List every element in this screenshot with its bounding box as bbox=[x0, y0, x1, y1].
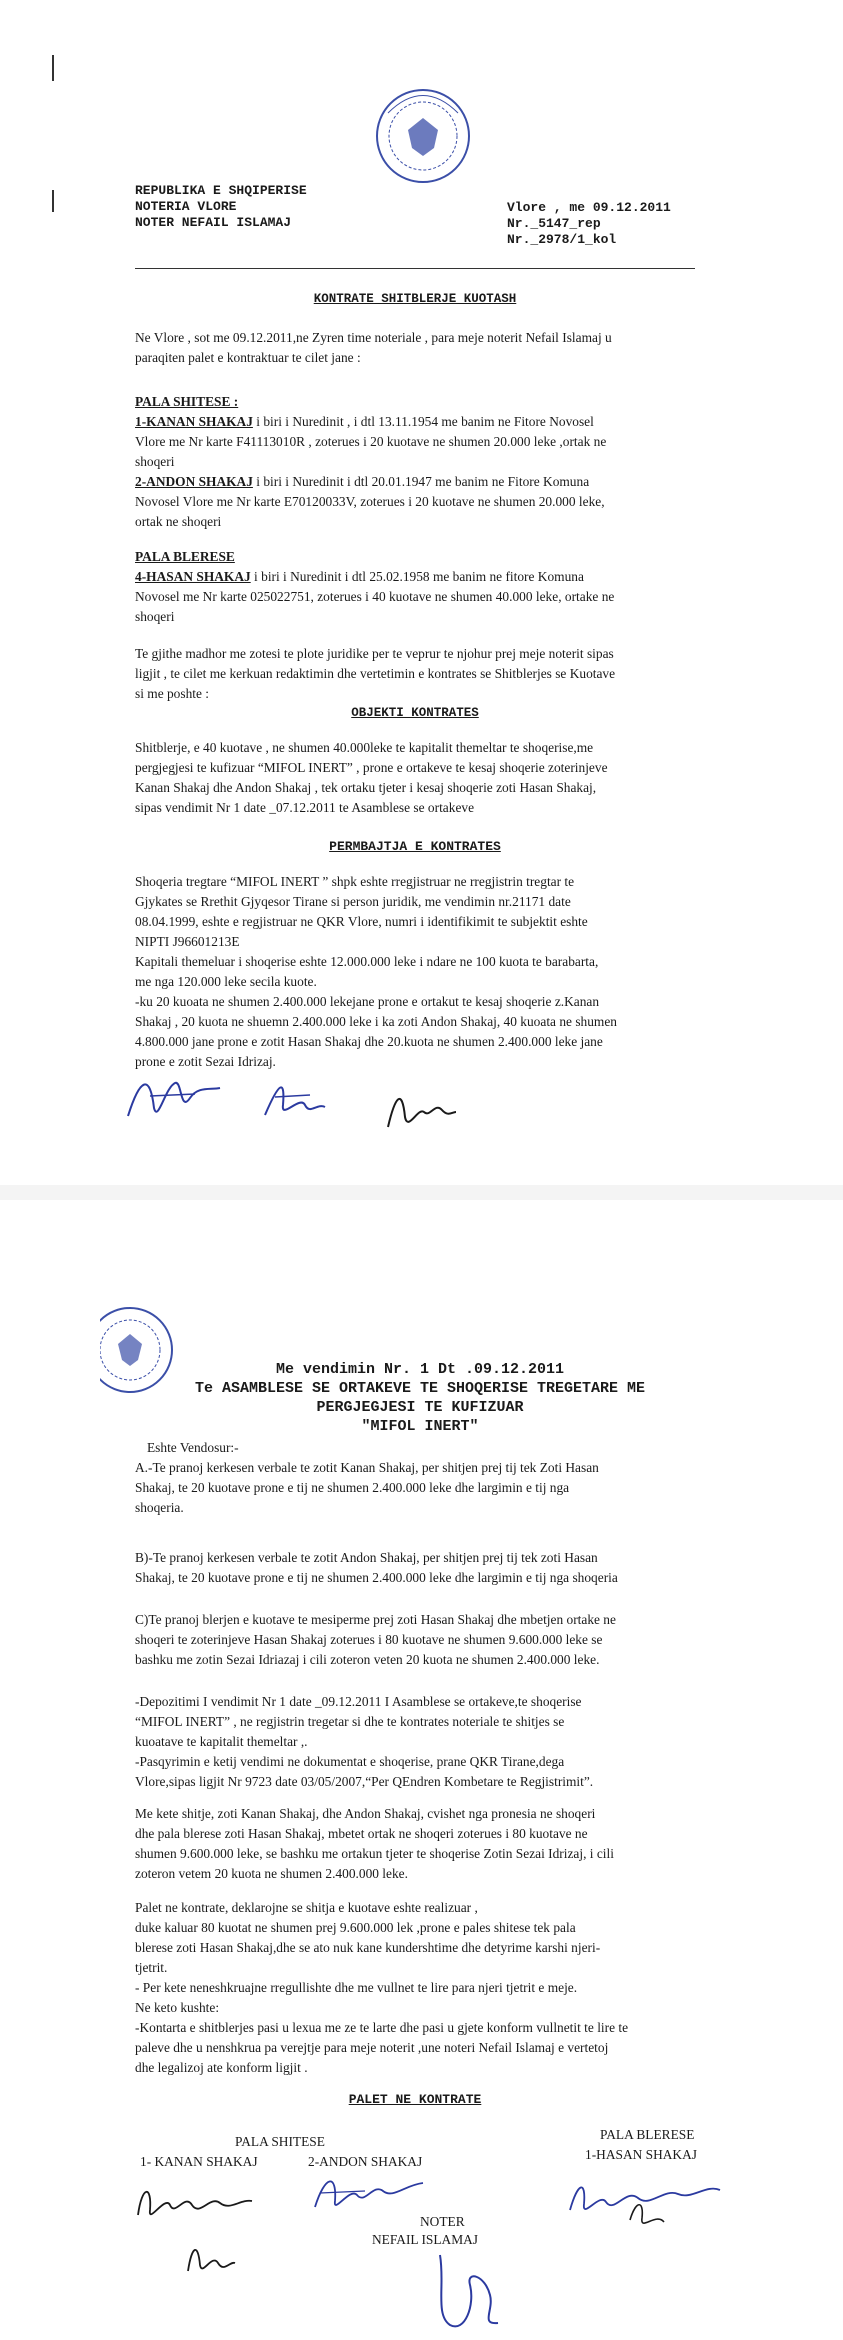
buyer-line: Novosel me Nr karte 025022751, zoterues i 40 kuotave ne shumen 40.000 leke, ortake ne bbox=[135, 589, 615, 604]
decision-title: Me vendimin Nr. 1 Dt .09.12.2011 bbox=[275, 1361, 565, 1378]
para-f-line: tjetrit. bbox=[135, 1960, 168, 1975]
buyer-heading: PALA BLERESE bbox=[135, 549, 235, 564]
content-line: NIPTI J96601213E bbox=[135, 934, 240, 949]
header-notary: NOTER NEFAIL ISLAMAJ bbox=[135, 215, 292, 230]
content-line: Kapitali themeluar i shoqerise eshte 12.000.000 leke i ndare ne 100 kuota te barabarta, bbox=[135, 954, 599, 969]
notary-stamp-icon bbox=[368, 78, 478, 196]
intro-paragraph bbox=[135, 328, 725, 368]
signature-icon bbox=[380, 1082, 460, 1137]
para-f-line: dhe legalizoj ate konform ligjit . bbox=[135, 2060, 308, 2075]
para-d-line: -Pasqyrimin e ketij vendimi ne dokumentat e shoqerise, prane QKR Tirane,dega bbox=[135, 1754, 565, 1769]
object-paragraph bbox=[135, 738, 725, 818]
decision-body bbox=[135, 1438, 735, 1518]
buyer-name: 4-HASAN SHAKAJ bbox=[135, 569, 251, 584]
content-paragraph bbox=[135, 872, 725, 1072]
header-nr-kol: Nr._2978/1_kol bbox=[507, 232, 617, 247]
seller1-line: shoqeri bbox=[135, 454, 175, 469]
buyer-line: shoqeri bbox=[135, 609, 175, 624]
seller2-line: ortak ne shoqeri bbox=[135, 514, 222, 529]
seller1-line: Vlore me Nr karte F41113010R , zoterues i 20 kuotave ne shumen 20.000 leke ,ortak ne bbox=[135, 434, 607, 449]
object-line: pergjegjesi te kufizuar “MIFOL INERT” , prone e ortakeve te kesaj shoqerie zoterinjeve bbox=[135, 760, 608, 775]
sellers-section bbox=[135, 392, 725, 532]
signature-icon bbox=[560, 2170, 730, 2240]
para-d-line: Vlore,sipas ligjit Nr 9723 date 03/05/2007,“Per QEndren Kombetare te Regjistrimit”. bbox=[135, 1774, 594, 1789]
para-a-line: shoqeria. bbox=[135, 1500, 184, 1515]
header-republic: REPUBLIKA E SHQIPERISE bbox=[135, 183, 307, 198]
header-nr-rep: Nr._5147_rep bbox=[507, 216, 601, 231]
buyer-section bbox=[135, 547, 725, 627]
para-f-line: paleve dhe u nenshkrua pa verejtje para meje noterit ,une noteri Nefail Islamaj e vertetoj bbox=[135, 2040, 609, 2055]
signature-icon bbox=[130, 2175, 260, 2230]
para-d bbox=[135, 1692, 735, 1792]
margin-mark bbox=[52, 55, 54, 81]
signature-icon bbox=[120, 1068, 230, 1128]
seller2-line: Novosel Vlore me Nr karte E70120033V, zoterues i 20 kuotave ne shumen 20.000 leke, bbox=[135, 494, 605, 509]
company-line: "MIFOL INERT" bbox=[361, 1418, 479, 1435]
content-line: -ku 20 kuoata ne shumen 2.400.000 lekejane prone e ortakut te kesaj shoqerie z.Kanan bbox=[135, 994, 600, 1009]
buyer-sign-name: 1-HASAN SHAKAJ bbox=[585, 2147, 697, 2162]
para-f bbox=[135, 1898, 735, 2078]
seller2-line: i biri i Nuredinit i dtl 20.01.1947 me banim ne Fitore Komuna bbox=[252, 474, 590, 489]
seller1-sign-name: 1- KANAN SHAKAJ bbox=[140, 2154, 258, 2169]
para-a-line: Shakaj, te 20 kuotave prone e tij ne shumen 2.400.000 leke dhe largimin e tij nga bbox=[135, 1480, 570, 1495]
content-heading: PERMBAJTJA E KONTRATES bbox=[329, 839, 501, 854]
signature-icon bbox=[180, 2235, 240, 2280]
para-d-line: -Depozitimi I vendimit Nr 1 date _09.12.2011 I Asamblese se ortakeve,te shoqerise bbox=[135, 1694, 582, 1709]
para-e-line: Me kete shitje, zoti Kanan Shakaj, dhe Andon Shakaj, cvishet nga pronesia ne shoqeri bbox=[135, 1806, 596, 1821]
para-c-line: bashku me zotin Sezai Idriazaj i cili zoteron veten 20 kuota ne shumen 2.400.000 leke. bbox=[135, 1652, 600, 1667]
content-line: Shakaj , 20 kuota ne shuemn 2.400.000 leke i ka zoti Andon Shakaj, 40 kuoata ne shumen bbox=[135, 1014, 617, 1029]
buyer-line: i biri i Nuredinit i dtl 25.02.1958 me banim ne fitore Komuna bbox=[250, 569, 584, 584]
para-e-line: shumen 9.600.000 leke, se bashku me ortakun tjeter te shoqerise Zotin Sezai Idrizaj, i cili bbox=[135, 1846, 614, 1861]
seller1-line: i biri i Nuredinit , i dtl 13.11.1954 me banim ne Fitore Novosel bbox=[252, 414, 594, 429]
object-heading: OBJEKTI KONTRATES bbox=[351, 706, 479, 720]
header-left bbox=[135, 183, 307, 231]
header-divider bbox=[135, 268, 695, 269]
capacity-line: ligjit , te cilet me kerkuan redaktimin dhe vertetimin e kontrates se Shitblerjes se Kuotave bbox=[135, 666, 616, 681]
buyer-label: PALA BLERESE bbox=[600, 2127, 695, 2142]
para-d-line: “MIFOL INERT” , ne regjistrin tregetar si dhe te kontrates noteriale te shitjes se bbox=[135, 1714, 565, 1729]
signature-icon bbox=[305, 2165, 435, 2220]
parties-heading: PALET NE KONTRATE bbox=[348, 2092, 482, 2107]
assembly-line: Te ASAMBLESE SE ORTAKEVE TE SHOQERISE TREGETARE ME bbox=[194, 1380, 646, 1397]
notary-label: NOTER bbox=[420, 2214, 465, 2229]
capacity-paragraph bbox=[135, 644, 725, 704]
sellers-label: PALA SHITESE bbox=[235, 2134, 325, 2149]
intro-line: paraqiten palet e kontraktuar te cilet jane : bbox=[135, 350, 361, 365]
para-d-line: kuoatave te kapitalit themeltar ,. bbox=[135, 1734, 308, 1749]
contract-title: KONTRATE SHITBLERJE KUOTASH bbox=[313, 292, 517, 306]
page-gap bbox=[0, 1185, 843, 1200]
document-page-2 bbox=[0, 1200, 843, 2340]
signature-icon bbox=[255, 1075, 335, 1125]
para-b-line: B)-Te pranoj kerkesen verbale te zotit Andon Shakaj, per shitjen prej tij tek zoti Hasan bbox=[135, 1550, 598, 1565]
para-c-line: C)Te pranoj blerjen e kuotave te mesiperme prej zoti Hasan Shakaj dhe mbetjen ortake ne bbox=[135, 1612, 616, 1627]
seller1-name: 1-KANAN SHAKAJ bbox=[135, 414, 253, 429]
para-b bbox=[135, 1548, 735, 1588]
object-line: Kanan Shakaj dhe Andon Shakaj , tek ortaku tjeter i kesaj shoqerie zoti Hasan Shakaj, bbox=[135, 780, 597, 795]
decision-header bbox=[100, 1360, 740, 1436]
object-line: sipas vendimit Nr 1 date _07.12.2011 te Asamblese se ortakeve bbox=[135, 800, 475, 815]
para-c bbox=[135, 1610, 735, 1670]
header-office: NOTERIA VLORE bbox=[135, 199, 237, 214]
capacity-line: Te gjithe madhor me zotesi te plote juridike per te veprur te njohur prej meje noterit sipas bbox=[135, 646, 614, 661]
content-line: Shoqeria tregtare “MIFOL INERT ” shpk eshte rregjistruar ne rregjistrin tregtar te bbox=[135, 874, 575, 889]
para-f-line: - Per kete neneshkruajne rregullishte dhe me vullnet te lire para njeri tjetrit e meje. bbox=[135, 1980, 578, 1995]
seller2-sign-name: 2-ANDON SHAKAJ bbox=[308, 2154, 423, 2169]
para-e bbox=[135, 1804, 735, 1884]
capacity-line: si me poshte : bbox=[135, 686, 210, 701]
decided-label: Eshte Vendosur:- bbox=[147, 1440, 239, 1455]
para-f-line: duke kaluar 80 kuotat ne shumen prej 9.600.000 lek ,prone e pales shitese tek pala bbox=[135, 1920, 576, 1935]
para-f-line: blerese zoti Hasan Shakaj,dhe se ato nuk kane kundershtime dhe detyrime karshi njeri- bbox=[135, 1940, 601, 1955]
para-e-line: dhe pala blerese zoti Hasan Shakaj, mbetet ortak ne shoqeri zoterues i 80 kuotave ne bbox=[135, 1826, 588, 1841]
signature-icon bbox=[420, 2245, 510, 2335]
liability-line: PERGJEGJESI TE KUFIZUAR bbox=[316, 1399, 524, 1416]
para-f-line: -Kontarta e shitblerjes pasi u lexua me ze te larte dhe pasi u gjete konform vullnetit te lire te bbox=[135, 2020, 629, 2035]
notary-name: NEFAIL ISLAMAJ bbox=[372, 2232, 479, 2247]
para-a-line: A.-Te pranoj kerkesen verbale te zotit Kanan Shakaj, per shitjen prej tij tek Zoti Hasan bbox=[135, 1460, 599, 1475]
content-line: me nga 120.000 leke secila kuote. bbox=[135, 974, 317, 989]
para-f-line: Palet ne kontrate, deklarojne se shitja e kuotave eshte realizuar , bbox=[135, 1900, 478, 1915]
para-f-line: Ne keto kushte: bbox=[135, 2000, 220, 2015]
object-line: Shitblerje, e 40 kuotave , ne shumen 40.000leke te kapitalit themeltar te shoqerise,me bbox=[135, 740, 594, 755]
content-line: 08.04.1999, eshte e regjistruar ne QKR Vlore, numri i identifikimit te subjektit eshte bbox=[135, 914, 588, 929]
content-line: Gjykates se Rrethit Gjyqesor Tirane si person juridik, me vendimin nr.21171 date bbox=[135, 894, 571, 909]
margin-mark bbox=[52, 190, 54, 212]
header-right bbox=[507, 200, 671, 248]
seller2-name: 2-ANDON SHAKAJ bbox=[135, 474, 253, 489]
header-place-date: Vlore , me 09.12.2011 bbox=[507, 200, 671, 215]
sellers-heading: PALA SHITESE : bbox=[135, 394, 239, 409]
content-line: 4.800.000 jane prone e zotit Hasan Shakaj dhe 20.kuota ne shumen 2.400.000 leke jane bbox=[135, 1034, 603, 1049]
para-c-line: shoqeri te zoterinjeve Hasan Shakaj zoterues i 80 kuotave ne shumen 9.600.000 leke se bbox=[135, 1632, 603, 1647]
para-b-line: Shakaj, te 20 kuotave prone e tij ne shumen 2.400.000 leke dhe largimin e tij nga shoqeria bbox=[135, 1570, 618, 1585]
para-e-line: zoteron vetem 20 kuota ne shumen 2.400.000 leke. bbox=[135, 1866, 408, 1881]
intro-line: Ne Vlore , sot me 09.12.2011,ne Zyren time noteriale , para meje noterit Nefail Islamaj u bbox=[135, 330, 612, 345]
content-line: prone e zotit Sezai Idrizaj. bbox=[135, 1054, 276, 1069]
